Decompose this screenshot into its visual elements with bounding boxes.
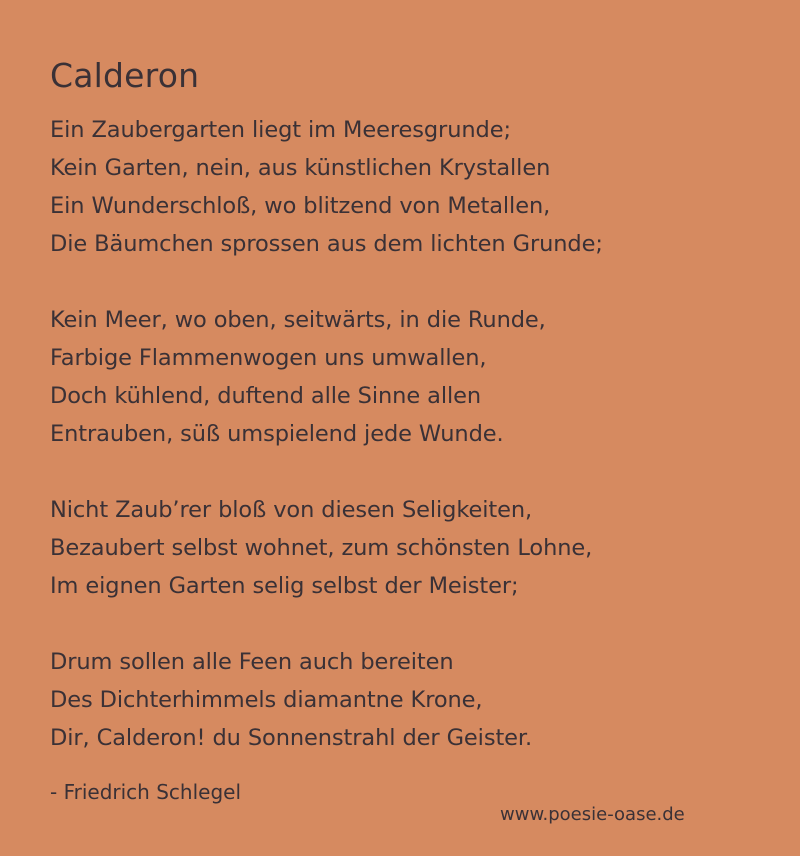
stanza-1 (50, 111, 770, 263)
stanza-3 (50, 491, 770, 605)
poem-line: Ein Zaubergarten liegt im Meeresgrunde; (50, 117, 511, 143)
poem-line: Des Dichterhimmels diamantne Krone, (50, 687, 483, 713)
poem-line: Entrauben, süß umspielend jede Wunde. (50, 421, 504, 447)
poem-line: Kein Meer, wo oben, seitwärts, in die Runde, (50, 307, 546, 333)
poem-line: Farbige Flammenwogen uns umwallen, (50, 345, 487, 371)
poem-line: Kein Garten, nein, aus künstlichen Krystallen (50, 155, 551, 181)
poem-line: Im eignen Garten selig selbst der Meister; (50, 573, 519, 599)
poem-line: Die Bäumchen sprossen aus dem lichten Grunde; (50, 231, 603, 257)
poem-line: Dir, Calderon! du Sonnenstrahl der Geister. (50, 725, 533, 751)
poem-title: Calderon (50, 56, 200, 95)
stanza-2 (50, 301, 770, 453)
poem-body (50, 111, 770, 795)
stanza-4 (50, 643, 770, 757)
poem-line: Drum sollen alle Feen auch bereiten (50, 649, 454, 675)
poem-author: - Friedrich Schlegel (50, 780, 241, 804)
poem-line: Doch kühlend, duftend alle Sinne allen (50, 383, 482, 409)
poem-line: Bezaubert selbst wohnet, zum schönsten Lohne, (50, 535, 593, 561)
poem-line: Nicht Zaub’rer bloß von diesen Seligkeiten, (50, 497, 533, 523)
website-link[interactable]: www.poesie-oase.de (500, 804, 685, 825)
poem-line: Ein Wunderschloß, wo blitzend von Metallen, (50, 193, 551, 219)
